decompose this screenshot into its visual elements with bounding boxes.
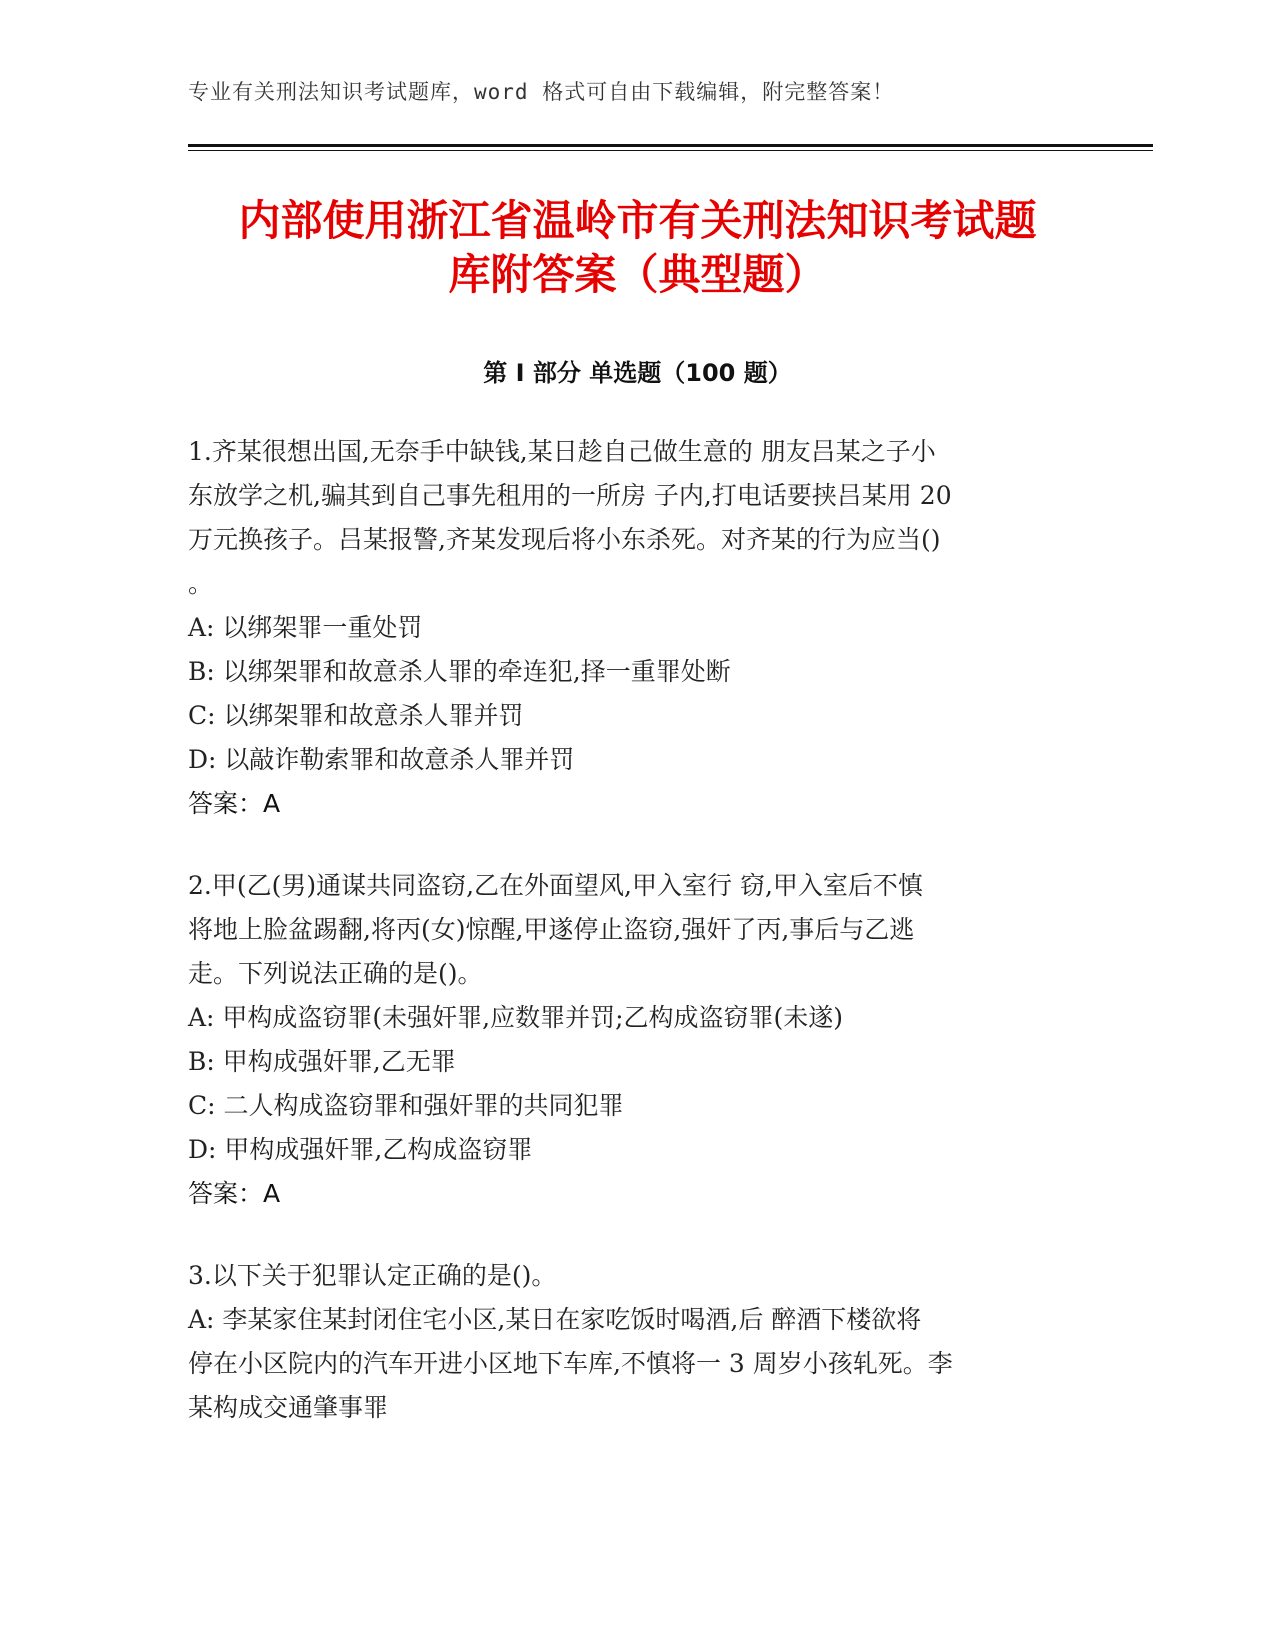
question-3 [188,1254,1088,1430]
option-c: C: 二人构成盗窃罪和强奸罪的共同犯罪 [188,1091,624,1120]
question-2 [188,864,1088,1216]
option-c: C: 以绑架罪和故意杀人罪并罚 [188,701,524,730]
option-d: D: 以敲诈勒索罪和故意杀人罪并罚 [188,745,575,774]
option-a: A: 李某家住某封闭住宅小区,某日在家吃饭时喝酒,后 醉酒下楼欲将 [188,1305,922,1334]
question-stem-line: 将地上脸盆踢翻,将丙(女)惊醒,甲遂停止盗窃,强奸了丙,事后与乙逃 [188,915,915,944]
document-title-line-1: 内部使用浙江省温岭市有关刑法知识考试题 [238,196,1037,245]
question-stem-line: 东放学之机,骗其到自己事先租用的一所房 子内,打电话要挟吕某用 20 [188,481,952,510]
question-stem-line: 3.以下关于犯罪认定正确的是()。 [188,1261,557,1290]
option-a-continuation: 停在小区院内的汽车开进小区地下车库,不慎将一 3 周岁小孩轧死。李 [188,1349,953,1378]
option-a: A: 甲构成盗窃罪(未强奸罪,应数罪并罚;乙构成盗窃罪(未遂) [188,1003,844,1032]
option-d: D: 甲构成强奸罪,乙构成盗窃罪 [188,1135,533,1164]
question-stem-line: 走。下列说法正确的是()。 [188,959,483,988]
question-1 [188,430,1088,826]
question-stem-line: 2.甲(乙(男)通谋共同盗窃,乙在外面望风,甲入室行 窃,甲入室后不慎 [188,871,923,900]
option-b: B: 以绑架罪和故意杀人罪的牵连犯,择一重罪处断 [188,657,731,686]
document-title-line-2: 库附答案（典型题） [448,250,827,299]
option-a: A: 以绑架罪一重处罚 [188,613,423,642]
question-stem-line: 万元换孩子。吕某报警,齐某发现后将小东杀死。对齐某的行为应当() [188,525,941,554]
answer-label: 答案：A [188,1179,281,1208]
header-note: 专业有关刑法知识考试题库，word 格式可自由下载编辑，附完整答案！ [188,80,895,104]
header-rule-thin [188,150,1153,151]
option-b: B: 甲构成强奸罪,乙无罪 [188,1047,456,1076]
question-stem-line: 。 [188,569,214,598]
question-stem-line: 1.齐某很想出国,无奈手中缺钱,某日趁自己做生意的 朋友吕某之子小 [188,437,936,466]
document-title [150,194,1125,302]
answer-label: 答案：A [188,789,281,818]
question-list [188,430,1088,1468]
section-title: 第 I 部分 单选题（100 题） [483,359,792,387]
option-a-continuation: 某构成交通肇事罪 [188,1393,389,1422]
header-rule-thick [188,144,1153,147]
